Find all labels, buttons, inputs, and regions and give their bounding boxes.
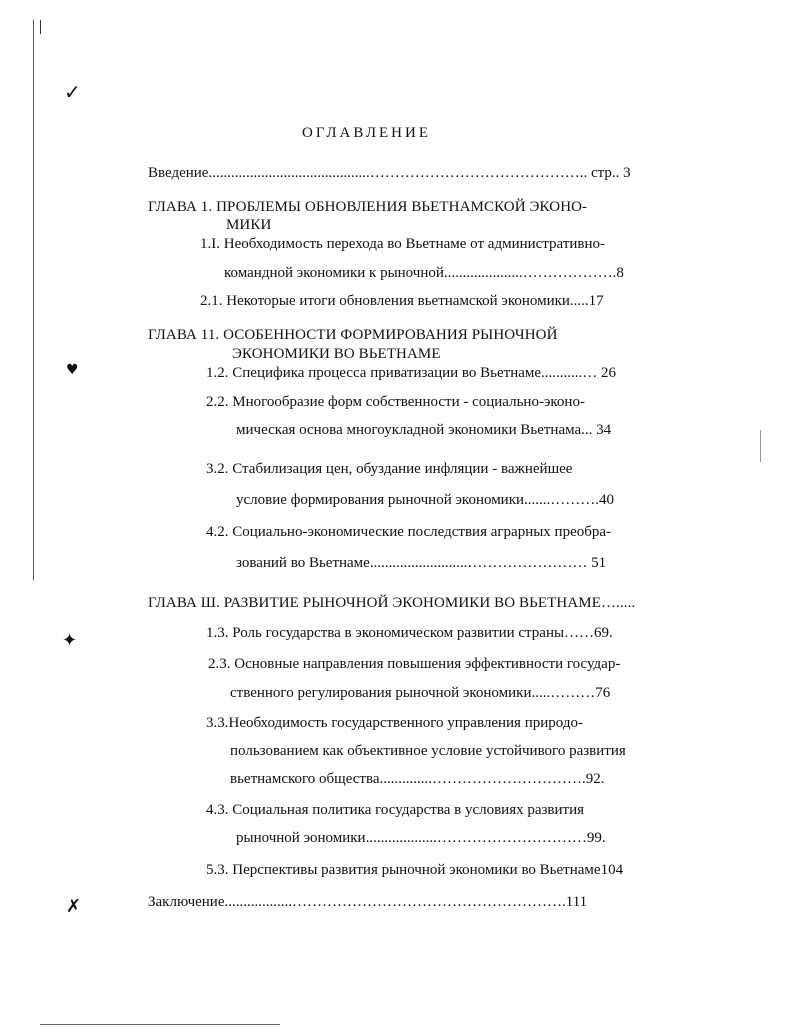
toc-entry-1-2: 1.2. Специфика процесса приватизации во Вьетнаме...........… 26 [206, 365, 617, 381]
scan-edge-tick [40, 20, 41, 34]
toc-entry-2-1: 2.1. Некоторые итоги обновления вьетнамской экономики.....17 [200, 293, 604, 309]
toc-entry-3-2-cont: условие формирования рыночной экономики.......……….40 [236, 492, 615, 508]
toc-entry-1-1: 1.I. Необходимость перехода во Вьетнаме от административно- [200, 236, 605, 252]
toc-entry-3-2: 3.2. Стабилизация цен, обуздание инфляции - важнейшее [206, 461, 573, 477]
toc-entry-3-3: 3.3.Необходимость государственного управления природо- [206, 715, 583, 731]
toc-entry-4-3-cont: рыночной эономики...................…………………………99. [236, 830, 606, 846]
toc-entry-1-3: 1.3. Роль государства в экономическом развитии страны……69. [206, 625, 613, 641]
toc-entry-4-2: 4.2. Социально-экономические последствия аграрных преобра- [206, 524, 612, 540]
toc-chapter-2-heading: ГЛАВА 11. ОСОБЕННОСТИ ФОРМИРОВАНИЯ РЫНОЧНОЙ [148, 327, 558, 343]
scan-edge-right [760, 430, 761, 462]
toc-chapter-1-heading: ГЛАВА 1. ПРОБЛЕМЫ ОБНОВЛЕНИЯ ВЬЕТНАМСКОЙ ЭКОНО- [148, 199, 588, 215]
toc-entry-5-3: 5.3. Перспективы развития рыночной экономики во Вьетнаме104 [206, 862, 624, 878]
toc-entry-2-2: 2.2. Многообразие форм собственности - социально-эконо- [206, 394, 585, 410]
toc-entry-2-3: 2.3. Основные направления повышения эффективности государ- [208, 656, 621, 672]
margin-scribble-icon: ✗ [66, 896, 82, 917]
toc-entry-1-1-cont: командной экономики к рыночной.....................……………….8 [224, 265, 624, 281]
toc-entry-4-3: 4.3. Социальная политика государства в условиях развития [206, 802, 585, 818]
margin-bullet-icon: ♥ [66, 362, 79, 378]
toc-entry-3-3-cont: пользованием как объективное условие устойчивого развития [230, 743, 626, 759]
toc-chapter-1-heading-cont: МИКИ [226, 217, 272, 233]
scan-edge-line [33, 20, 34, 580]
margin-mark-icon: ✦ [62, 630, 78, 651]
toc-entry-2-3-cont: ственного регулирования рыночной экономики.....………76 [230, 685, 611, 701]
toc-chapter-2-heading-cont: ЭКОНОМИКИ ВО ВЬЕТНАМЕ [232, 346, 441, 362]
margin-checkmark-icon: ✓ [64, 80, 81, 104]
toc-entry-2-2-cont: мическая основа многоукладной экономики Вьетнама... 34 [236, 422, 612, 438]
toc-entry-introduction: Введение...........................................…………………………………….. стр.. 3 [148, 165, 631, 181]
toc-entry-conclusion: Заключение..................……………………………………………….111 [148, 894, 588, 910]
scan-edge-bottom [40, 1024, 280, 1025]
page-title: ОГЛАВЛЕНИЕ [302, 125, 431, 141]
toc-entry-3-3-cont-2: вьетнамского общества..............………………………….92. [230, 771, 605, 787]
toc-chapter-3-heading: ГЛАВА Ш. РАЗВИТИЕ РЫНОЧНОЙ ЭКОНОМИКИ ВО ВЬЕТНАМЕ…..... [148, 595, 636, 611]
toc-entry-4-2-cont: зований во Вьетнаме..........................…………………… 51 [236, 555, 607, 571]
